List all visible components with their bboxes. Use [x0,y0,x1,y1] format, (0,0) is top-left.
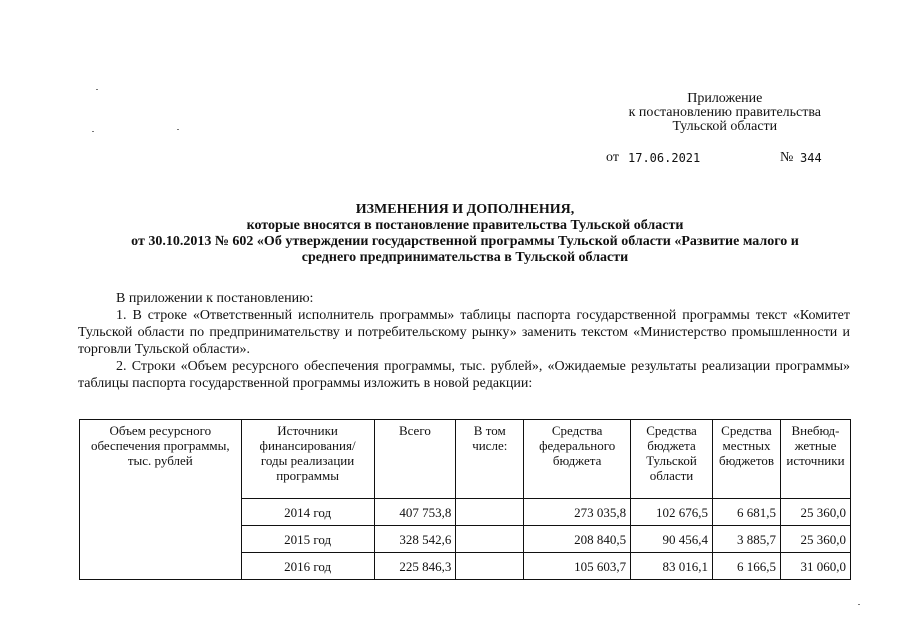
regional-cell: 83 016,1 [631,553,713,580]
total-cell: 328 542,6 [374,526,456,553]
year-cell: 2014 год [241,499,374,526]
scan-speck [177,129,179,130]
year-cell: 2015 год [241,526,374,553]
header-cell: В том числе: [456,420,524,499]
item-2-paragraph: 2. Строки «Объем ресурсного обеспечения программы, тыс. рублей», «Ожидаемые результаты реализации программы» таблицы паспорта государственной программы изложить в новой редакции: [78,359,850,391]
decree-number-sign: № [780,150,794,165]
document-body [78,290,850,392]
decree-date: 17.06.2021 [628,151,701,165]
decree-from-label: от [606,150,619,165]
offbudget-cell: 25 360,0 [780,526,850,553]
local-cell: 3 885,7 [712,526,780,553]
empty-cell [456,553,524,580]
item-1-paragraph: 1. В строке «Ответственный исполнитель программы» таблицы паспорта государственной программы текст «Комитет Тульской области по предпринимательству и потребительскому рынку» заменить текстом «Министерство промышленности и торговли Тульской области». [78,308,850,357]
header-cell: Внебюд-жетные источники [780,420,850,499]
header-cell: Средства местных бюджетов [712,420,780,499]
appendix-line: к постановлению правительства [628,105,821,120]
appendix-block [629,92,821,134]
scan-speck [858,604,860,605]
empty-cell [456,526,524,553]
table-header-row [80,420,851,499]
empty-cell [456,499,524,526]
total-cell: 225 846,3 [374,553,456,580]
title-line: от 30.10.2013 № 602 «Об утверждении государственной программы Тульской области «Развитие малого и [131,234,799,249]
scan-speck [96,89,98,90]
regional-cell: 90 456,4 [631,526,713,553]
decree-number: 344 [800,151,822,165]
intro-paragraph: В приложении к постановлению: [116,291,314,306]
offbudget-cell: 25 360,0 [780,499,850,526]
regional-cell: 102 676,5 [631,499,713,526]
federal-cell: 208 840,5 [524,526,631,553]
header-cell: Объем ресурсного обеспечения программы, тыс. рублей [80,420,242,580]
appendix-line: Тульской области [672,119,778,134]
federal-cell: 273 035,8 [524,499,631,526]
appendix-line: Приложение [687,91,763,106]
offbudget-cell: 31 060,0 [780,553,850,580]
header-cell: Средства федерального бюджета [524,420,631,499]
year-cell: 2016 год [241,553,374,580]
title-line: ИЗМЕНЕНИЯ И ДОПОЛНЕНИЯ, [355,202,575,217]
header-cell: Средства бюджета Тульской области [631,420,713,499]
document-title [80,202,850,266]
federal-cell: 105 603,7 [524,553,631,580]
local-cell: 6 166,5 [712,553,780,580]
resource-table [79,419,851,580]
scan-speck [92,131,94,132]
title-line: среднего предпринимательства в Тульской области [301,250,629,265]
local-cell: 6 681,5 [712,499,780,526]
header-cell: Всего [374,420,456,499]
header-cell: Источники финансирования/ годы реализации программы [241,420,374,499]
title-line: которые вносятся в постановление правительства Тульской области [246,218,684,233]
total-cell: 407 753,8 [374,499,456,526]
